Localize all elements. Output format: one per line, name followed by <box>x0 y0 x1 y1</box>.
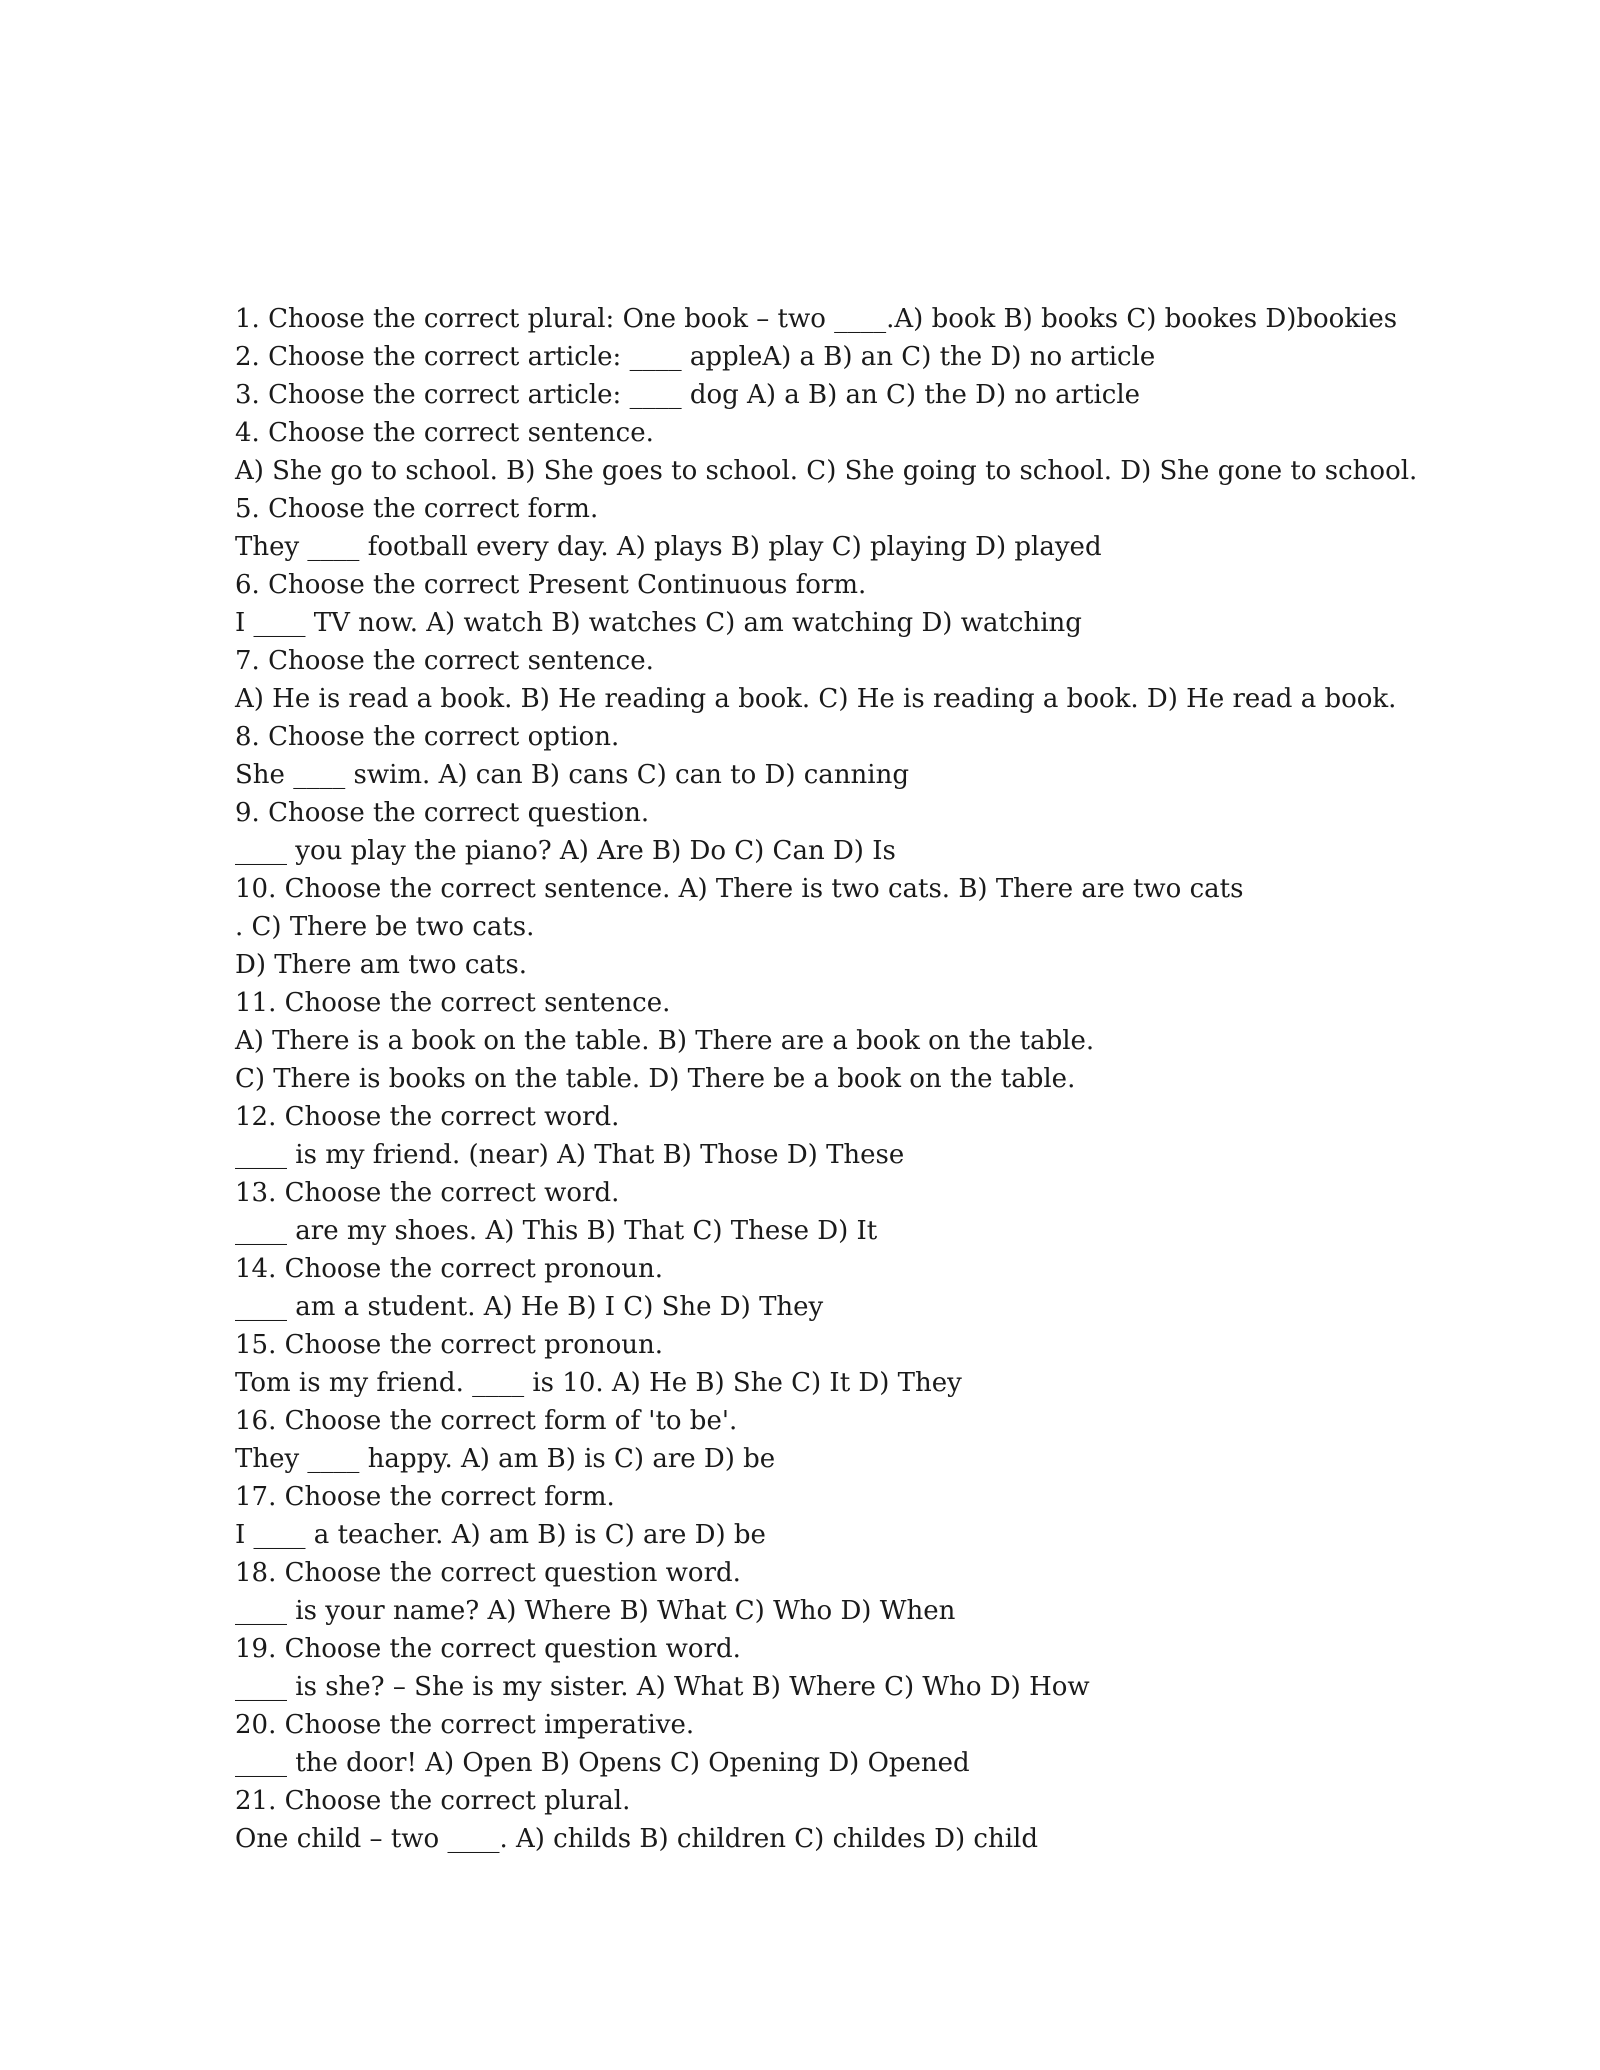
text-line: 2. Choose the correct article: ____ appleA) a B) an C) the D) no article <box>235 342 1156 372</box>
text-line: A) She go to school. B) She goes to school. C) She going to school. D) She gone to school. <box>235 456 1418 486</box>
text-line: They ____ happy. A) am B) is C) are D) be <box>235 1444 776 1474</box>
text-line: 8. Choose the correct option. <box>235 722 620 752</box>
text-line: 10. Choose the correct sentence. A) There is two cats. B) There are two cats <box>235 874 1244 904</box>
text-line: ____ am a student. A) He B) I C) She D) They <box>235 1292 824 1322</box>
text-line: 17. Choose the correct form. <box>235 1482 615 1512</box>
text-line: 19. Choose the correct question word. <box>235 1634 741 1664</box>
text-line: 1. Choose the correct plural: One book – two ____.A) book B) books C) bookes D)bookies <box>235 304 1398 334</box>
text-line: 4. Choose the correct sentence. <box>235 418 654 448</box>
text-line: I ____ a teacher. A) am B) is C) are D) be <box>235 1520 766 1550</box>
text-line: ____ is your name? A) Where B) What C) Who D) When <box>235 1596 956 1626</box>
text-line: 6. Choose the correct Present Continuous form. <box>235 570 867 600</box>
text-line: 3. Choose the correct article: ____ dog A) a B) an C) the D) no article <box>235 380 1141 410</box>
text-line: One child – two ____. A) childs B) children C) childes D) child <box>235 1824 1038 1854</box>
text-line: 18. Choose the correct question word. <box>235 1558 741 1588</box>
text-line: 5. Choose the correct form. <box>235 494 599 524</box>
text-line: Tom is my friend. ____ is 10. A) He B) She C) It D) They <box>235 1368 962 1398</box>
text-line: They ____ football every day. A) plays B) play C) playing D) played <box>235 532 1102 562</box>
text-line: D) There am two cats. <box>235 950 527 980</box>
text-line: 16. Choose the correct form of 'to be'. <box>235 1406 738 1436</box>
text-line: C) There is books on the table. D) There be a book on the table. <box>235 1064 1076 1094</box>
text-line: ____ you play the piano? A) Are B) Do C) Can D) Is <box>235 836 896 866</box>
text-line: 13. Choose the correct word. <box>235 1178 620 1208</box>
text-line: ____ are my shoes. A) This B) That C) These D) It <box>235 1216 878 1246</box>
text-line: ____ is she? – She is my sister. A) What B) Where C) Who D) How <box>235 1672 1090 1702</box>
text-line: A) There is a book on the table. B) There are a book on the table. <box>235 1026 1095 1056</box>
text-line: 7. Choose the correct sentence. <box>235 646 654 676</box>
text-line: 14. Choose the correct pronoun. <box>235 1254 664 1284</box>
text-line: 15. Choose the correct pronoun. <box>235 1330 664 1360</box>
worksheet-text <box>235 300 1535 1858</box>
text-line: She ____ swim. A) can B) cans C) can to D) canning <box>235 760 910 790</box>
text-line: ____ the door! A) Open B) Opens C) Opening D) Opened <box>235 1748 970 1778</box>
text-line: 11. Choose the correct sentence. <box>235 988 671 1018</box>
text-line: 9. Choose the correct question. <box>235 798 650 828</box>
text-line: 21. Choose the correct plural. <box>235 1786 631 1816</box>
text-line: ____ is my friend. (near) A) That B) Those D) These <box>235 1140 905 1170</box>
text-line: 12. Choose the correct word. <box>235 1102 620 1132</box>
text-line: 20. Choose the correct imperative. <box>235 1710 695 1740</box>
text-line: A) He is read a book. B) He reading a book. C) He is reading a book. D) He read a book. <box>235 684 1397 714</box>
text-line: I ____ TV now. A) watch B) watches C) am watching D) watching <box>235 608 1082 638</box>
text-line: . C) There be two cats. <box>235 912 535 942</box>
